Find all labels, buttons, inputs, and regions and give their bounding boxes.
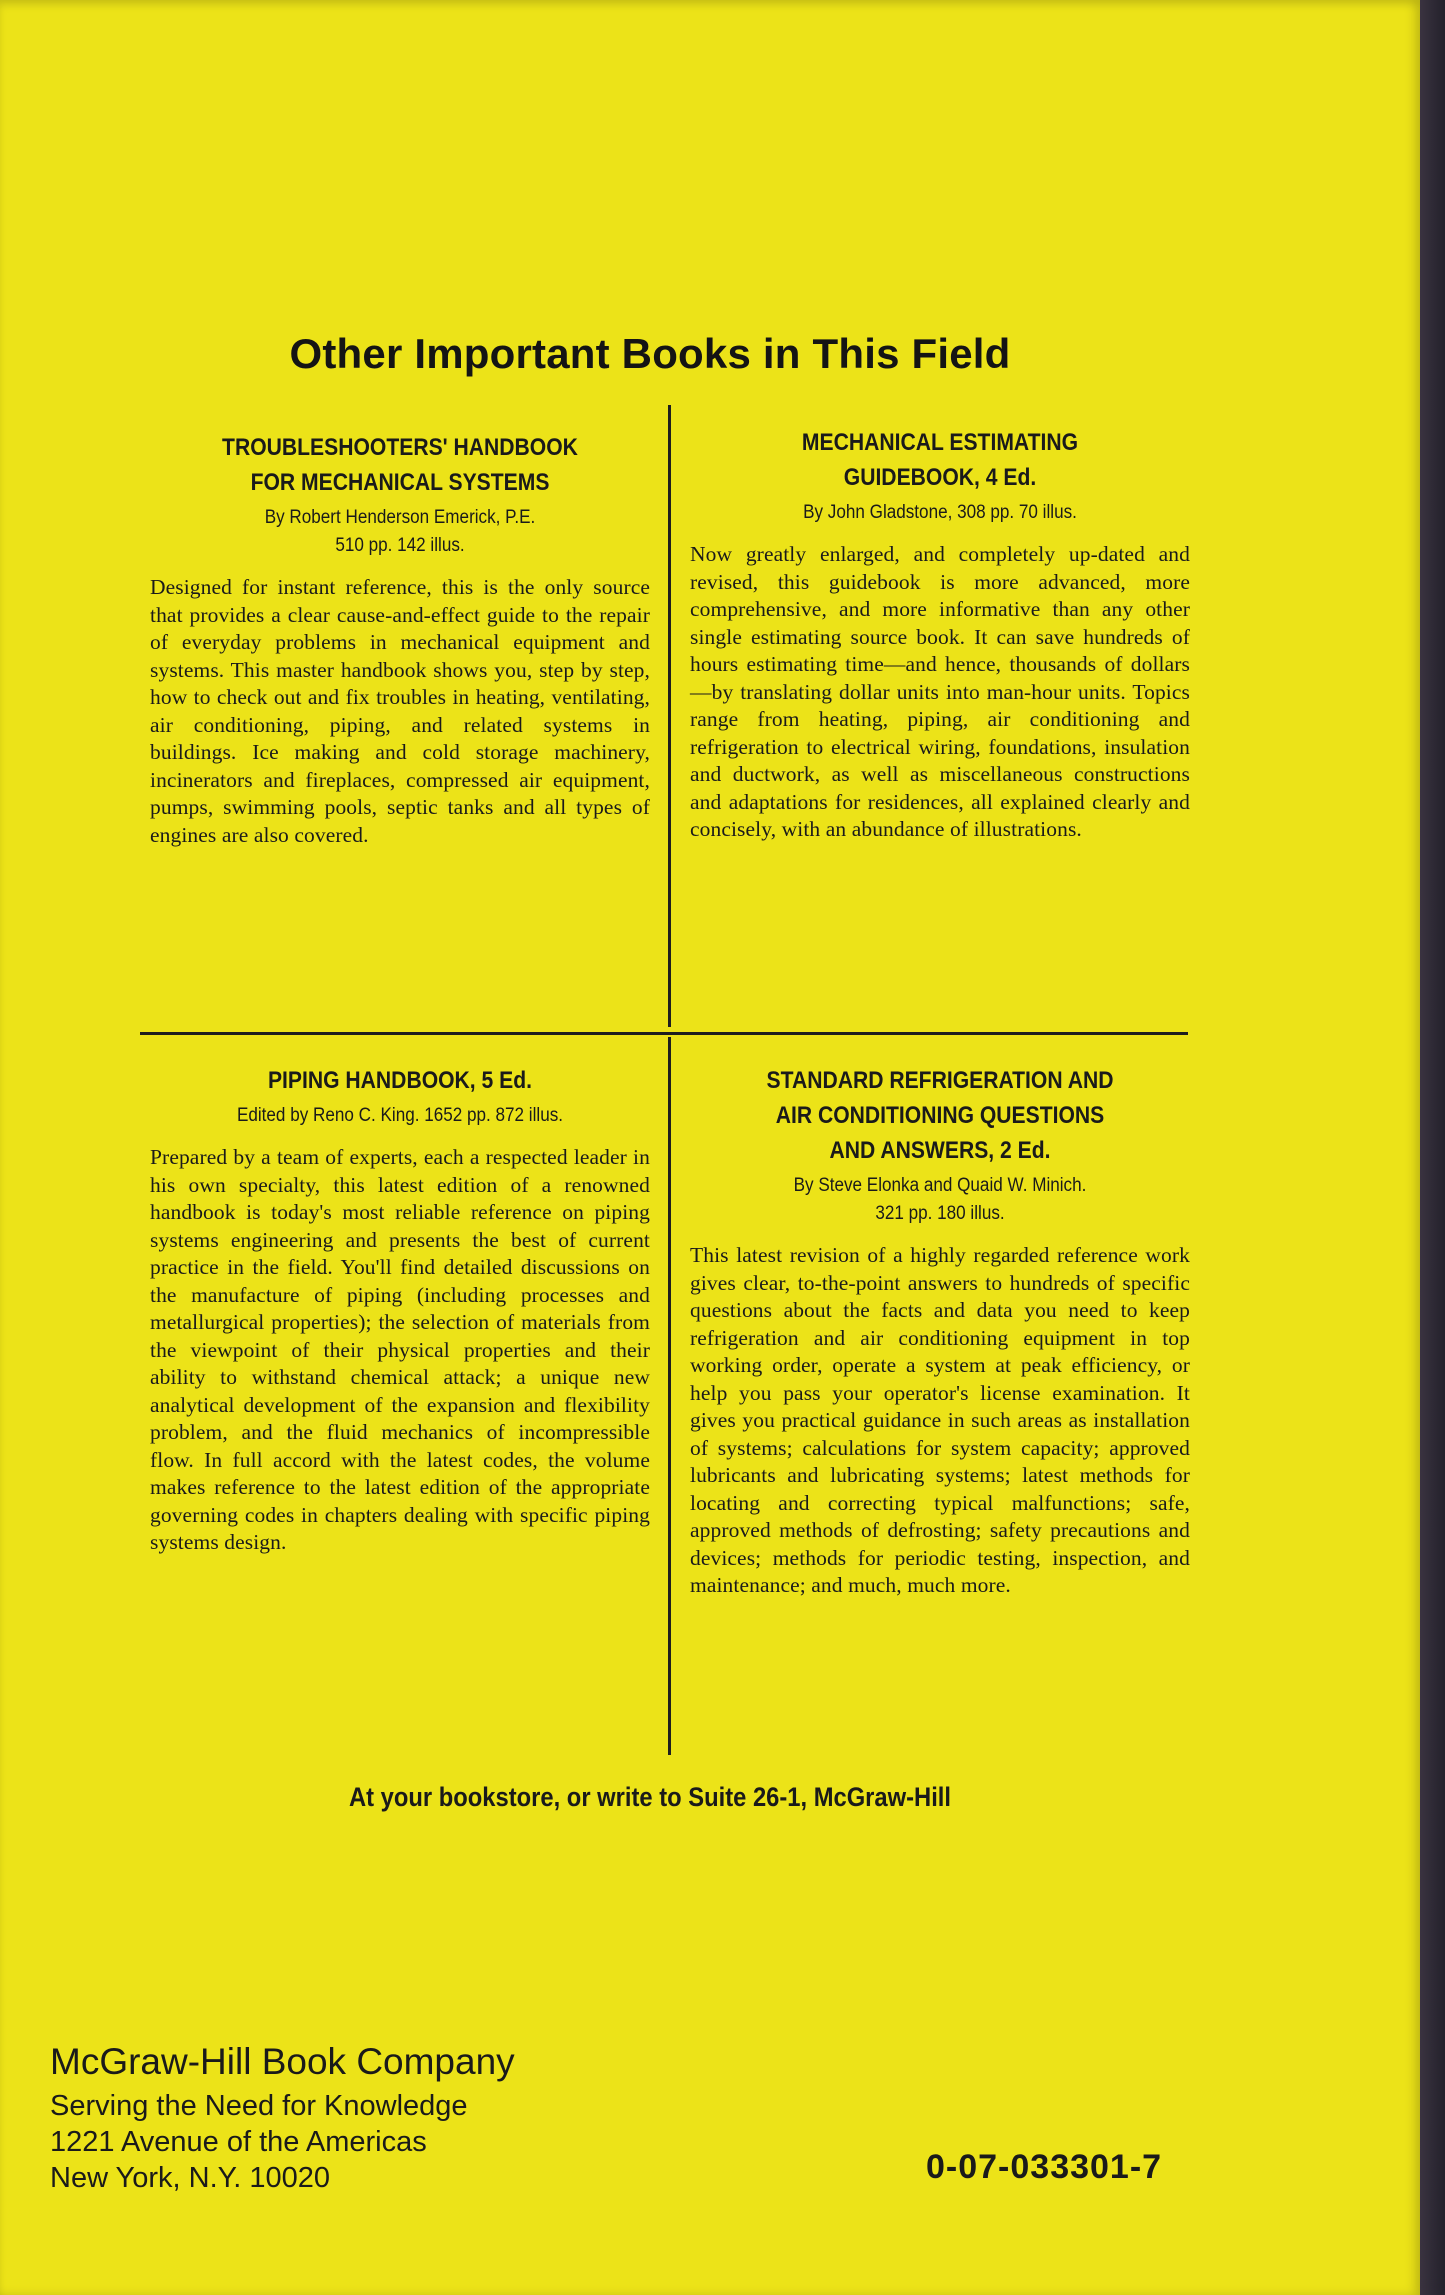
row-divider xyxy=(140,1032,1188,1035)
book-byline: By Steve Elonka and Quaid W. Minich. 321 pp. 180 illus. xyxy=(793,1175,1087,1224)
book-byline: By John Gladstone, 308 pp. 70 illus. xyxy=(803,502,1077,523)
column-divider-top xyxy=(668,405,671,1027)
book-byline: By Robert Henderson Emerick, P.E. 510 pp. 142 illus. xyxy=(264,507,536,556)
page-heading: Other Important Books in This Field xyxy=(289,330,1011,377)
column-divider-bottom xyxy=(668,1037,671,1755)
book-description: Now greatly enlarged, and completely up-dated and revised, this guidebook is more advanced, more comprehensive, and more informative than any other single estimating source book. It can save hundreds of hours estimating time—and hence, thousands of dollars—by translating dollar units into man-hour units. Topics range from heating, piping, air conditioning and refrigeration to electrical wiring, foundations, insulation and ductwork, as well as miscellaneous constructions and adaptations for residences, all explained clearly and concisely, with an abundance of illustrations. xyxy=(690,542,1190,841)
book-description: Designed for instant reference, this is the only source that provides a clear cause-and-effect guide to the repair of everyday problems in mechanical equipment and systems. This master handbook shows you, step by step, how to check out and fix troubles in heating, ventilating, air conditioning, piping, and related systems in buildings. Ice making and cold storage machinery, incinerators and fireplaces, compressed air equipment, pumps, swimming pools, septic tanks and all types of engines are also covered. xyxy=(150,575,650,847)
publisher-city: New York, N.Y. 10020 xyxy=(50,2162,330,2194)
book-title: PIPING HANDBOOK, 5 Ed. xyxy=(267,1067,533,1094)
book-byline: Edited by Reno C. King. 1652 pp. 872 illus. xyxy=(236,1105,564,1126)
book-title: STANDARD REFRIGERATION AND AIR CONDITIONING QUESTIONS AND ANSWERS, 2 Ed. xyxy=(766,1067,1114,1164)
publisher-street: 1221 Avenue of the Americas xyxy=(50,2126,427,2158)
book-entry-piping xyxy=(150,1063,650,1557)
publisher-tagline: Serving the Need for Knowledge xyxy=(50,2090,468,2122)
book-description: Prepared by a team of experts, each a respected leader in his own specialty, this latest edition of a renowned handbook is today's most reliable reference on piping systems engineering and presents the best of current practice in the field. You'll find detailed discussions on the manufacture of piping (including processes and metallurgical properties); the selection of materials from the viewpoint of their physical properties and their ability to withstand chemical attack; a unique new analytical development of the expansion and flexibility problem, and the fluid mechanics of incompressible flow. In full accord with the latest codes, the volume makes reference to the latest edition of the appropriate governing codes in chapters dealing with specific piping systems design. xyxy=(150,1145,650,1554)
book-title: TROUBLESHOOTERS' HANDBOOK FOR MECHANICAL SYSTEMS xyxy=(222,434,578,496)
book-entry-troubleshooters xyxy=(150,430,650,849)
book-entry-estimating xyxy=(690,425,1190,844)
book-description: This latest revision of a highly regarded reference work gives clear, to-the-point answers to hundreds of specific questions about the facts and data you need to keep refrigeration and air conditioning equipment in top working order, operate a system at peak efficiency, or help you pass your operator's license examination. It gives you practical guidance in such areas as installation of systems; calculations for system capacity; approved lubricants and lubricating systems; latest methods for locating and correcting typical malfunctions; safe, approved methods of defrosting; safety precautions and devices; methods for periodic testing, inspection, and maintenance; and much, much more. xyxy=(690,1243,1190,1597)
book-title: MECHANICAL ESTIMATING GUIDEBOOK, 4 Ed. xyxy=(801,429,1079,491)
isbn-number: 0-07-033301-7 xyxy=(926,2148,1163,2186)
order-line: At your bookstore, or write to Suite 26-1, McGraw-Hill xyxy=(348,1782,952,1812)
publisher-block xyxy=(50,2040,515,2196)
cover-edge xyxy=(1420,0,1445,2295)
publisher-name: McGraw-Hill Book Company xyxy=(50,2041,515,2082)
book-entry-refrigeration xyxy=(690,1063,1190,1600)
